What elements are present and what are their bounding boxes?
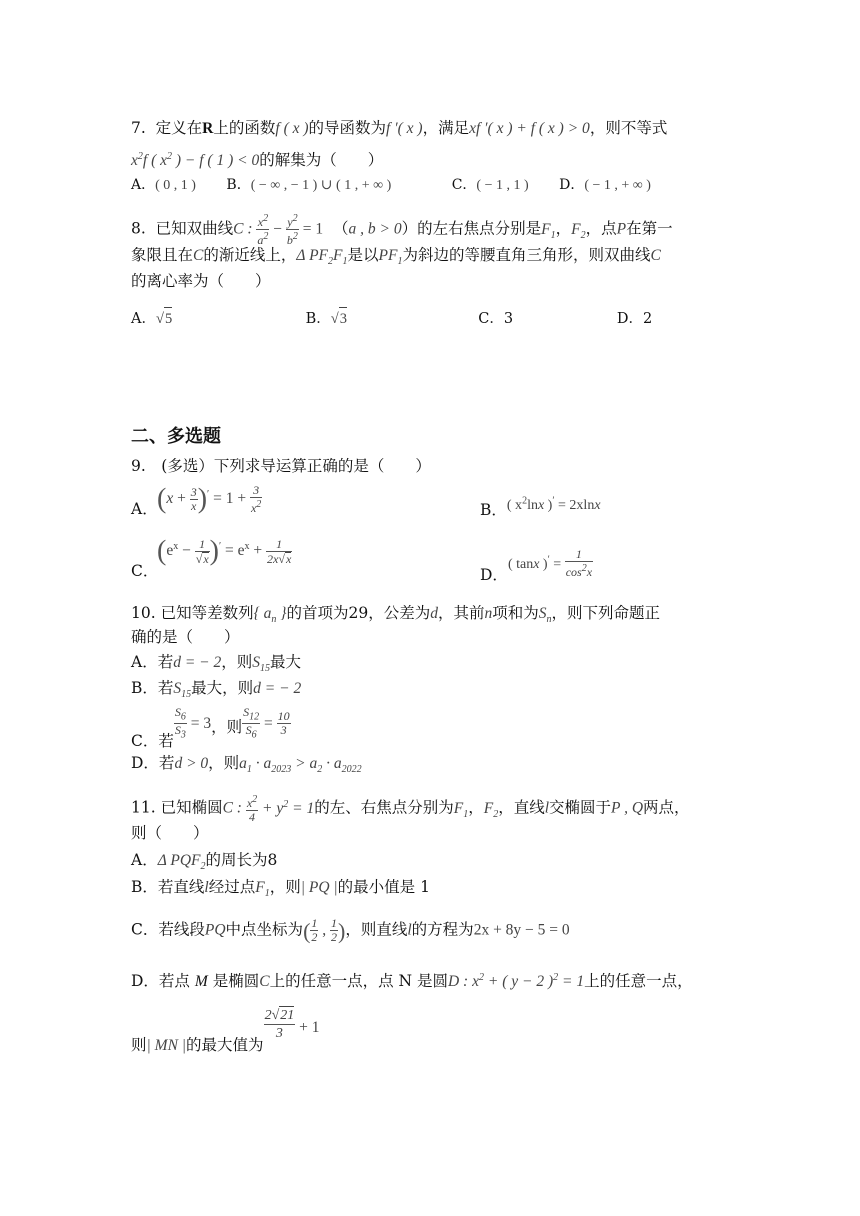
q11-option-a[interactable]: A．Δ $PQF_2$的周长为8 — [131, 851, 278, 873]
q11-option-b[interactable]: B．若直线l经过点$F_1$，则| PQ |的最小值是 1 — [131, 878, 430, 900]
q9-option-c[interactable]: C． ($e^x$ − $\frac{1}{√x}$ )$' = e^x$ + $\frac{1}{2x√x}$ — [131, 535, 292, 580]
section-title: 二、多选题 — [131, 426, 221, 447]
q9-stem: 9. (多选）下列求导运算正确的是（ ） — [131, 457, 431, 475]
q8-options — [131, 307, 652, 330]
q11-option-d[interactable]: D．若点 M 是椭圆C上的任意一点，点 N 是圆D : $x^2$ + ( y − 2 )$^2$ = 1上的任意一点， — [131, 972, 693, 991]
q11-option-d-cont: 则| MN |的最大值为 $\frac{2√21}{3}$ + 1 — [131, 1008, 320, 1054]
q10-line2: 确的是（ ） — [131, 628, 240, 646]
q8-option-a[interactable]: A．√5 — [131, 307, 301, 330]
q9-option-d[interactable]: D．( tanx )′ = $\frac{1}{\cos^2x}$ — [480, 547, 593, 584]
q9-option-a[interactable]: A． (x + $\frac{3}{x}$ )′ = 1 + $\frac{3}{x^2}$ — [131, 483, 262, 518]
q7-option-d[interactable]: D．( − 1 , + ∞ ) — [559, 177, 651, 193]
q8-line1: 8. 已知双曲线C : $\frac{x^2}{a^2}$ − $\frac{y^2}{b^2}$ = 1 （a , b > 0）的左右焦点分别是$F_1$，$F_2$，点P在第一 — [131, 213, 673, 247]
q8-line2: 象限且在C的渐近线上，Δ $PF_2F_1$是以$PF_1$为斜边的等腰直角三角形，则双曲线C — [131, 246, 661, 268]
q10-option-c[interactable]: C．若 $\frac{S_6}{S_3}$ = 3，则 $\frac{S_{12}}{S_6}$ = $\frac{10}{3}$ — [131, 705, 290, 750]
q7-options — [131, 174, 651, 197]
q8-line3: 的离心率为（ ） — [131, 272, 271, 290]
q10-line1: 10. 已知等差数列{ $a_n$ }的首项为29，公差为d，其前n项和为$S_n$，则下列命题正 — [131, 604, 661, 626]
q7-option-c[interactable]: C．( − 1 , 1 ) — [451, 177, 529, 193]
q7-option-b[interactable]: B．( − ∞ , − 1 ) ∪ ( 1 , + ∞ ) — [226, 177, 392, 193]
q10-option-a[interactable]: A．若d = − 2，则$S_{15}$最大 — [131, 653, 302, 675]
q11-line2: 则（ ） — [131, 824, 209, 842]
q11-option-c[interactable]: C．若线段PQ中点坐标为( $\frac{1}{2}$ , $\frac{1}{2}$ )，则直线l的方程为2x + 8y − 5 = 0 — [131, 916, 570, 944]
q11-line1: 11. 已知椭圆C : $\frac{x^2}{4}$ + $y^2 = 1$的左、右焦点分别为$F_1$，$F_2$，直线l交椭圆于P , Q两点， — [131, 794, 690, 824]
q8-option-b[interactable]: B．√3 — [306, 307, 474, 330]
q7-option-a[interactable]: A．( 0 , 1 ) — [131, 177, 196, 193]
q7-line1: 7. 定义在R上的函数f ( x )的导函数为f ′( x )，满足xf ′( x ) + f ( x ) > 0，则不等式 — [131, 119, 668, 137]
q9-option-b[interactable]: B．( $x^2\ln x$ )′ = 2xlnx — [480, 495, 601, 519]
q10-option-d[interactable]: D．若d > 0，则$a_1 \cdot a_{2023} > a_2 \cdot a_{2022}$ — [131, 754, 362, 776]
q7-line2: $x^2f$ ( $x^2$ ) − f ( 1 ) < 0的解集为（ ） — [131, 151, 384, 170]
q8-option-d[interactable]: D．2 — [616, 311, 653, 327]
q10-option-b[interactable]: B．若$S_{15}$最大，则d = − 2 — [131, 679, 302, 701]
q8-option-c[interactable]: C．3 — [478, 311, 514, 327]
